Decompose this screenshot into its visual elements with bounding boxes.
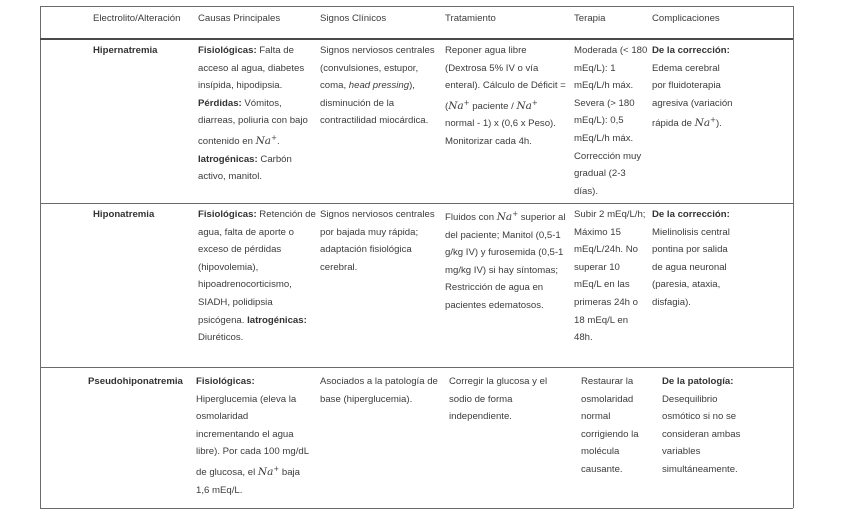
cell-causas-hiponatremia: Fisiológicas: Retención de agua, falta de aporte o exceso de pérdidas (hipovolemia), hipoadrenocorticismo, SIADH, polidipsia psicógena. Iatrogénicas: Diuréticos. (198, 209, 316, 344)
label-de-la-patologia: De la patología: (662, 376, 734, 387)
row-divider (40, 367, 793, 368)
text-iatrogenicas: Carbón activo, manitol. (198, 153, 292, 183)
label-iatrogenicas: Iatrogénicas: (198, 153, 258, 165)
header-causas: Causas Principales (198, 13, 281, 24)
header-tratamiento: Tratamiento (445, 13, 496, 24)
cell-terapia-pseudohiponatremia: Restaurar la osmolaridad normal corrigiendo la molécula causante. (581, 376, 639, 475)
text-fisiologicas: Falta de acceso al agua, diabetes insípida, hipodipsia. (198, 45, 305, 92)
table-bottom-border (40, 508, 793, 509)
table-top-border (40, 6, 793, 7)
row-label-pseudohiponatremia: Pseudohiponatremia (88, 376, 183, 387)
row-label-hiponatremia: Hiponatremia (93, 209, 155, 220)
label-de-la-correccion: De la corrección: (652, 45, 730, 56)
label-fisiologicas: Fisiológicas: (198, 45, 257, 56)
cell-causas-pseudohiponatremia: Fisiológicas: Hiperglucemia (eleva la osmolaridad incrementando el agua libre). Por cada 100 mg/dL de glucosa, el Na+ baja 1,6 mEq/L. (196, 376, 309, 496)
cell-tratamiento-hiponatremia: Fluidos con Na+ superior al del paciente; Manitol (0,5-1 g/kg IV) y furosemida (0,5-1 mg/kg IV) si hay síntomas; Restricción de agua en pacientes edematosos. (445, 210, 566, 311)
na-symbol: Na+ (255, 133, 277, 147)
header-signos: Signos Clínicos (320, 13, 387, 24)
header-alteracion: Electrolito/Alteración (93, 13, 181, 24)
cell-signos-hipernatremia: Signos nerviosos centrales (convulsiones, estupor, coma, head pressing), disminución de la contractilidad miocárdica. (320, 45, 435, 127)
label-perdidas: Pérdidas: (198, 97, 242, 109)
cell-signos-hiponatremia: Signos nerviosos centrales por bajada muy rápida; adaptación fisiológica cerebral. (320, 209, 435, 273)
cell-signos-pseudohiponatremia: Asociados a la patología de base (hiperglucemia). (320, 376, 438, 405)
italic-head-pressing: head pressing (348, 80, 410, 92)
label-fisiologicas: Fisiológicas: (196, 376, 255, 387)
cell-tratamiento-pseudohiponatremia: Corregir la glucosa y el sodio de forma independiente. (449, 376, 548, 423)
cell-complicaciones-hipernatremia: De la corrección: Edema cerebral por fluidoterapia agresiva (variación rápida de Na+). (652, 45, 733, 130)
cell-complicaciones-hiponatremia: De la corrección: Mielinolisis central pontina por salida de agua neuronal (paresia, ataxia, disfagia). (652, 209, 730, 308)
label-de-la-correccion: De la corrección: (652, 209, 730, 220)
header-divider (40, 38, 793, 40)
header-terapia: Terapia (574, 13, 606, 24)
na-symbol: Na+ (694, 116, 716, 130)
cell-complicaciones-pseudohiponatremia: De la patología: Desequilibrio osmótico si no se consideran ambas variables simultáneamente. (662, 376, 741, 475)
label-fisiologicas: Fisiológicas: (198, 209, 257, 220)
na-symbol: Na+ (448, 98, 470, 112)
cell-causas-hipernatremia: Fisiológicas: Falta de acceso al agua, diabetes insípida, hipodipsia. Pérdidas: Vómitos, diarreas, poliuria con bajo contenido en Na+. Iatrogénicas: Carbón activo, manitol. (198, 45, 308, 183)
na-symbol: Na+ (496, 210, 519, 223)
text-perdidas: Vómitos, diarreas, poliuria con bajo contenido en (198, 97, 308, 147)
cell-tratamiento-hipernatremia: Reponer agua libre (Dextrosa 5% IV o vía enteral). Cálculo de Déficit = (Na+ paciente / Na+ normal - 1) x (0,6 x Peso). Monitorizar cada 4h. (445, 45, 566, 147)
row-label-hipernatremia: Hipernatremia (93, 45, 158, 56)
na-symbol: Na+ (257, 464, 280, 478)
cell-terapia-hiponatremia: Subir 2 mEq/L/h; Máximo 15 mEq/L/24h. No superar 10 mEq/L en las primeras 24h o 18 mEq/L en 48h. (574, 209, 646, 344)
label-iatrogenicas: Iatrogénicas: (247, 314, 307, 326)
header-complicaciones: Complicaciones (652, 13, 720, 24)
na-symbol: Na+ (516, 98, 538, 112)
row-divider (40, 203, 793, 204)
cell-terapia-hipernatremia: Moderada (< 180 mEq/L): 1 mEq/L/h máx. Severa (> 180 mEq/L): 0,5 mEq/L/h máx. Corrección muy gradual (2-3 días). (574, 45, 648, 197)
